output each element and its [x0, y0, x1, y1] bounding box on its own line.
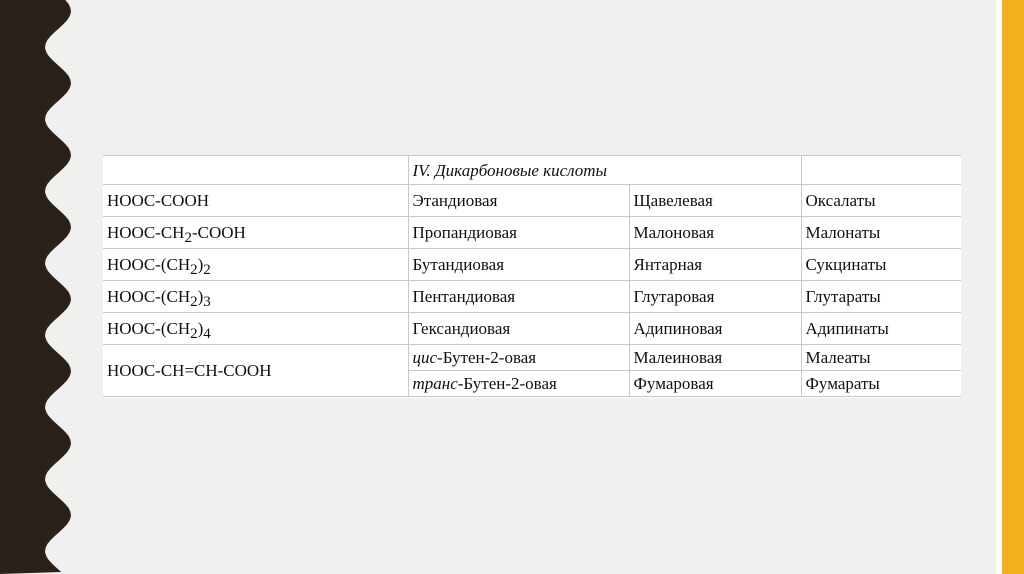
formula-cell: HOOC-COOH — [103, 185, 408, 217]
trivial-name-cell: Малоновая — [629, 217, 801, 249]
formula-cell — [103, 281, 408, 313]
salt-name-cell: Малонаты — [801, 217, 961, 249]
formula-text: HOOC-(CH — [107, 254, 191, 274]
formula-subscript: 2 — [203, 261, 211, 278]
isomer-prefix: цис — [412, 348, 438, 367]
formula-subscript: 2 — [190, 293, 198, 310]
formula-subscript: 4 — [203, 325, 211, 342]
salt-name-cell: Сукцинаты — [801, 249, 961, 281]
formula-text: HOOC-CH — [107, 222, 185, 242]
trivial-name-cell: Малеиновая — [629, 345, 801, 371]
formula-subscript: 2 — [184, 229, 192, 246]
right-accent-bar — [1002, 0, 1024, 574]
formula-subscript: 2 — [190, 325, 198, 342]
table-title: IV. Дикарбоновые кислоты — [408, 156, 801, 185]
header-cell-empty — [103, 156, 408, 185]
trivial-name-cell: Фумаровая — [629, 371, 801, 397]
salt-name-cell: Глутараты — [801, 281, 961, 313]
systematic-name-text: -Бутен-2-овая — [457, 374, 557, 393]
formula-cell — [103, 217, 408, 249]
systematic-name-cell: Бутандиовая — [408, 249, 629, 281]
wavy-left-border — [0, 0, 80, 574]
acids-table — [103, 155, 961, 397]
trivial-name-cell: Янтарная — [629, 249, 801, 281]
systematic-name-cell: Гександиовая — [408, 313, 629, 345]
formula-text: ) — [197, 254, 204, 274]
formula-subscript: 2 — [190, 261, 198, 278]
table-row — [103, 217, 961, 249]
systematic-name-text: -Бутен-2-овая — [437, 348, 537, 367]
formula-subscript: 3 — [203, 293, 211, 310]
table-row — [103, 281, 961, 313]
dicarboxylic-acids-table — [103, 155, 961, 398]
systematic-name-cell: Этандиовая — [408, 185, 629, 217]
trivial-name-cell: Щавелевая — [629, 185, 801, 217]
systematic-name-cell — [408, 371, 629, 397]
salt-name-cell: Оксалаты — [801, 185, 961, 217]
formula-text: HOOC-(CH — [107, 286, 191, 306]
formula-cell — [103, 249, 408, 281]
formula-cell: HOOC-CH=CH-COOH — [103, 345, 408, 397]
salt-name-cell: Адипинаты — [801, 313, 961, 345]
formula-text: ) — [197, 286, 204, 306]
systematic-name-cell: Пропандиовая — [408, 217, 629, 249]
trivial-name-cell: Глутаровая — [629, 281, 801, 313]
salt-name-cell: Малеаты — [801, 345, 961, 371]
formula-text: ) — [197, 318, 204, 338]
salt-name-cell: Фумараты — [801, 371, 961, 397]
formula-text: -COOH — [191, 222, 246, 242]
header-cell-empty — [801, 156, 961, 185]
table-header-row — [103, 156, 961, 185]
table-row — [103, 249, 961, 281]
table-row-cis — [103, 345, 961, 371]
table-row — [103, 185, 961, 217]
isomer-prefix: транс — [412, 374, 458, 393]
trivial-name-cell: Адипиновая — [629, 313, 801, 345]
formula-cell — [103, 313, 408, 345]
systematic-name-cell — [408, 345, 629, 371]
table-row — [103, 313, 961, 345]
formula-text: HOOC-(CH — [107, 318, 191, 338]
systematic-name-cell: Пентандиовая — [408, 281, 629, 313]
